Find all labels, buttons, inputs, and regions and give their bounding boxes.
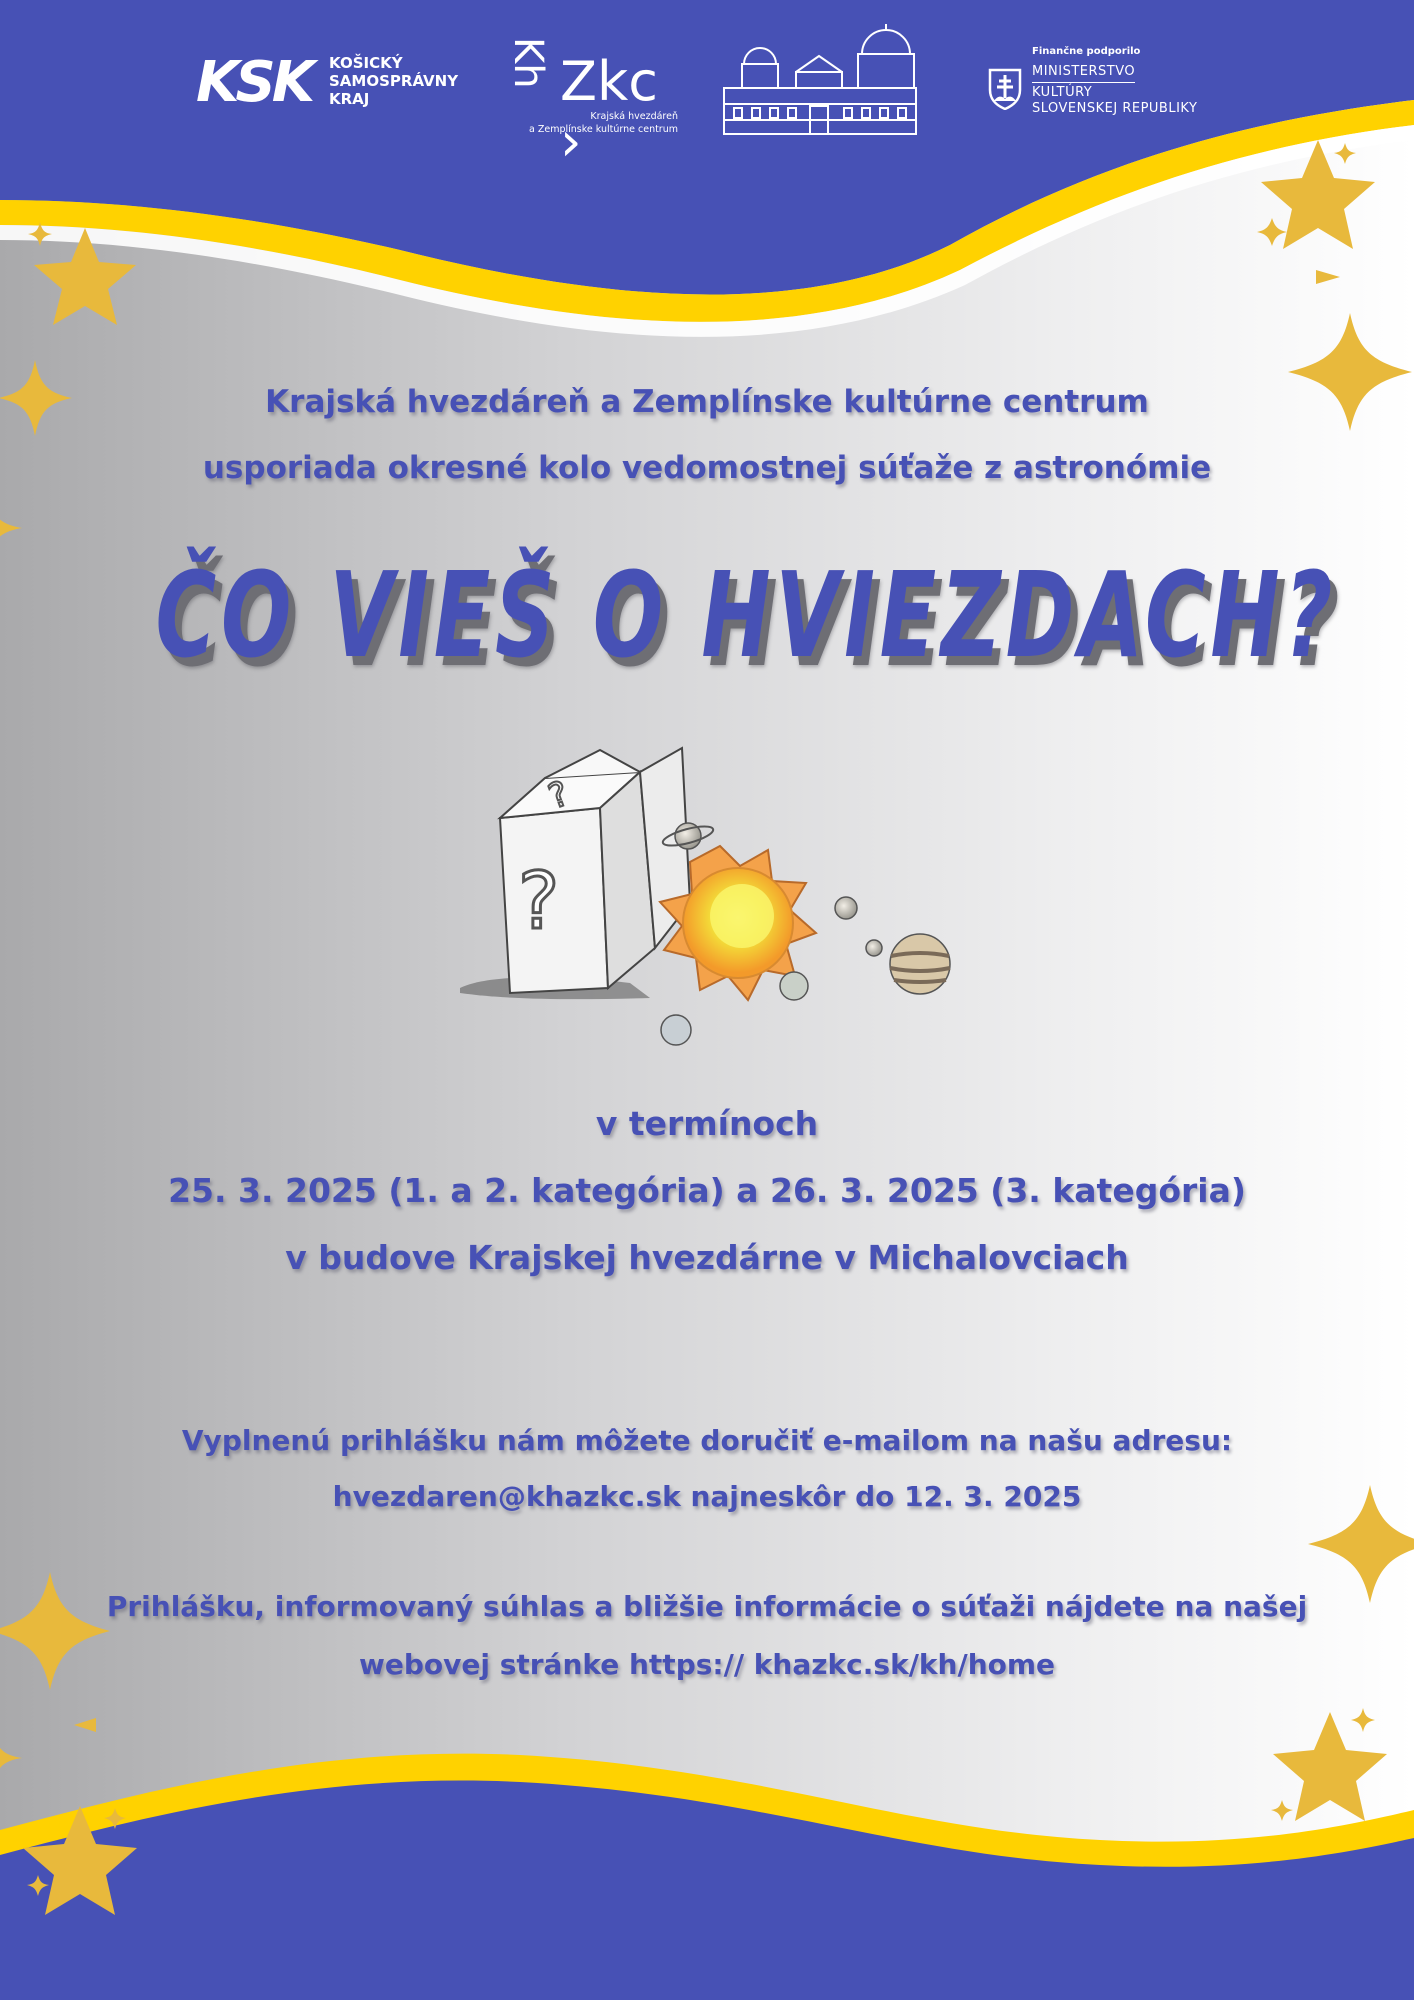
kh-caption <box>508 110 678 136</box>
zkc-mark: Zkc › <box>560 50 658 173</box>
planet-icon <box>890 934 950 994</box>
planet-icon <box>780 972 808 1000</box>
term-label: v termínoch <box>595 1104 819 1143</box>
svg-text:?: ? <box>543 773 575 818</box>
event-place: v budove Krajskej hvezdárne v Michalovciach <box>285 1238 1129 1277</box>
illustration <box>450 738 970 1058</box>
planet-icon <box>866 940 882 956</box>
application-line-1: Vyplnenú prihlášku nám môžete doručiť e-mailom na našu adresu: <box>181 1424 1233 1457</box>
ministry-lines <box>1032 64 1197 117</box>
mystery-box-icon <box>500 748 690 993</box>
info-line-1: Prihlášku, informovaný súhlas a bližšie informácie o súťaži nájdete na našej <box>106 1590 1308 1623</box>
ministry-line: MINISTERSTVO <box>1032 64 1135 83</box>
observatory-icon <box>722 20 918 138</box>
kh-caption-line: a Zemplínske kultúrne centrum <box>529 124 678 135</box>
ministry-line: SLOVENSKEJ REPUBLIKY <box>1032 101 1198 116</box>
kh-mark: Kh <box>505 37 551 89</box>
ksk-logo <box>196 50 459 116</box>
ministry-top: Finančne podporilo <box>1032 46 1141 57</box>
slovak-crest-icon <box>988 68 1022 110</box>
svg-text:?: ? <box>518 857 560 947</box>
kh-caption-line: Krajská hvezdáreň <box>590 111 678 122</box>
ministry-logo <box>988 46 1248 126</box>
headline: ČO VIEŠ O HVIEZDACH? <box>155 546 1338 684</box>
info-line-2: webovej stránke https:// khazkc.sk/kh/home <box>358 1648 1056 1681</box>
kh-zkc-logo <box>505 32 678 173</box>
intro-line-1: Krajská hvezdáreň a Zemplínske kultúrne centrum <box>265 384 1149 420</box>
ksk-mark: KSK <box>196 50 312 115</box>
ksk-line: KOŠICKÝ <box>329 54 403 72</box>
planet-icon <box>661 1015 691 1045</box>
intro-line-2: usporiada okresné kolo vedomostnej súťaže z astronómie <box>202 450 1212 486</box>
planet-icon <box>835 897 857 919</box>
ministry-line: KULTÚRY <box>1032 85 1093 100</box>
application-line-2: hvezdaren@khazkc.sk najneskôr do 12. 3. 2025 <box>332 1480 1082 1513</box>
ksk-line: SAMOSPRÁVNY <box>329 72 459 90</box>
ksk-text <box>329 54 458 108</box>
event-dates: 25. 3. 2025 (1. a 2. kategória) a 26. 3. 2025 (3. kategória) <box>168 1171 1246 1210</box>
ksk-line: KRAJ <box>329 90 370 108</box>
